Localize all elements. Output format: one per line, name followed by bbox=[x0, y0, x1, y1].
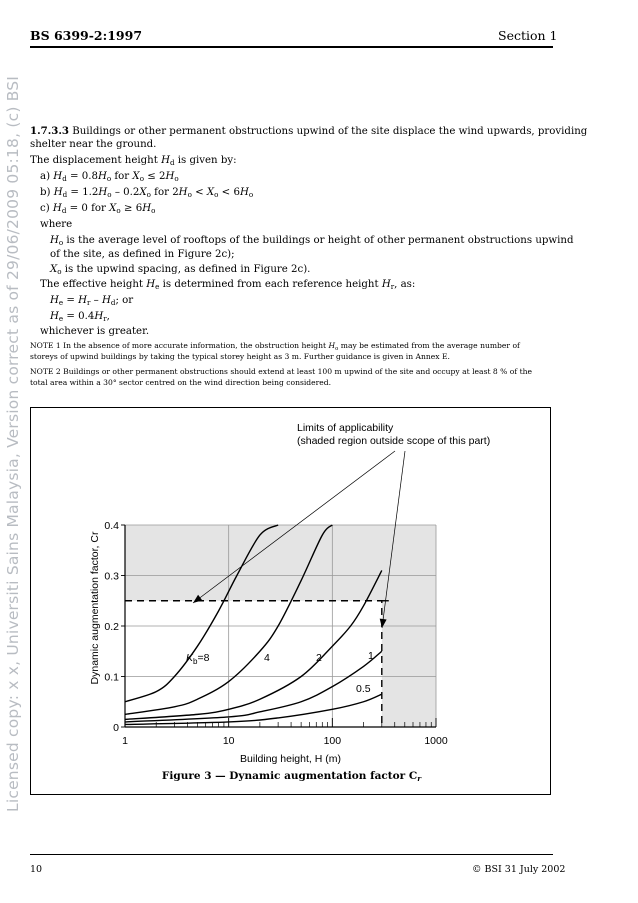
note-1-cont: storeys of upwind buildings by taking the typical storey height as 3 m. Further guidance is given in Annex E. bbox=[30, 352, 450, 361]
curve-label-0.5: 0.5 bbox=[356, 683, 371, 695]
formula-a: a) $H_d = 0.8H_o$ for $X_o \le 2H_o$ bbox=[40, 171, 179, 183]
footer-rule bbox=[30, 854, 553, 855]
clause-text-line2: shelter near the ground. bbox=[30, 139, 157, 150]
ho-definition-cont: of the site, as defined in Figure 2c); bbox=[50, 249, 235, 260]
annotation-line2: (shaded region outside scope of this part) bbox=[297, 435, 491, 447]
formula-c: c) $H_d = 0$ for $X_o \ge 6H_o$ bbox=[40, 203, 156, 215]
x-tick-label: 100 bbox=[323, 735, 342, 747]
annotation-line1: Limits of applicability bbox=[297, 422, 394, 434]
y-tick-label: 0.1 bbox=[104, 671, 119, 684]
section-label: Section 1 bbox=[498, 28, 558, 43]
clause-text-line1: Buildings or other permanent obstructions upwind of the site displace the wind upwards, providing bbox=[72, 126, 588, 137]
x-axis-title: Building height, H (m) bbox=[240, 753, 341, 765]
he-formula-2: $H_e = 0.4H_r$, bbox=[50, 311, 110, 323]
x-tick-label: 1 bbox=[122, 735, 128, 747]
where-label: where bbox=[40, 219, 73, 230]
y-tick-label: 0.3 bbox=[104, 570, 119, 583]
y-tick-label: 0 bbox=[113, 722, 119, 734]
note-2: NOTE 2 Buildings or other permanent obstructions should extend at least 100 m upwind of the site and occupy at least 8 % of the bbox=[30, 367, 533, 376]
y-tick-label: 0.4 bbox=[104, 520, 119, 532]
xo-definition: $X_o$ is the upwind spacing, as defined in Figure 2c). bbox=[50, 264, 311, 276]
curve-label-1: 1 bbox=[368, 650, 374, 662]
figure-caption: Figure 3 — Dynamic augmentation factor $C_r$ bbox=[161, 770, 422, 783]
note-1: NOTE 1 In the absence of more accurate information, the obstruction height $H_o$ may be estimated from the average number of bbox=[30, 341, 520, 352]
y-tick-label: 0.2 bbox=[104, 621, 119, 633]
x-tick-label: 10 bbox=[222, 735, 235, 747]
document-code: BS 6399-2:1997 bbox=[30, 28, 143, 43]
license-watermark: Licensed copy: x x, Universiti Sains Malaysia, Version correct as of 29/06/2009 05:18, (c) BSI bbox=[4, 75, 22, 812]
ho-definition: $H_o$ is the average level of rooftops of the buildings or height of other permanent obstructions upwind bbox=[50, 235, 574, 247]
x-tick-label: 1000 bbox=[424, 735, 448, 747]
note-2-cont: total area within a 30° sector centred on the wind direction being considered. bbox=[30, 378, 332, 387]
y-axis-title: Dynamic augmentation factor, Cr bbox=[89, 531, 101, 685]
effective-height-intro: The effective height $H_e$ is determined from each reference height $H_r$, as: bbox=[40, 279, 416, 291]
curve-label-2: 2 bbox=[316, 652, 322, 664]
curve-label-kb8: $K_b=8$ bbox=[186, 652, 210, 666]
clause-number: 1.7.3.3 bbox=[30, 125, 69, 137]
whichever-text: whichever is greater. bbox=[40, 326, 150, 337]
formula-b: b) $H_d = 1.2H_o - 0.2X_o$ for $2H_o < X_o < 6H_o$ bbox=[40, 187, 254, 199]
copyright-notice: © BSI 31 July 2002 bbox=[472, 864, 566, 875]
page-number: 10 bbox=[30, 864, 43, 875]
curve-label-4: 4 bbox=[264, 652, 270, 664]
he-formula-1: $H_e = H_r - H_d$; or bbox=[50, 295, 134, 307]
displacement-intro: The displacement height $H_d$ is given by: bbox=[30, 155, 237, 167]
